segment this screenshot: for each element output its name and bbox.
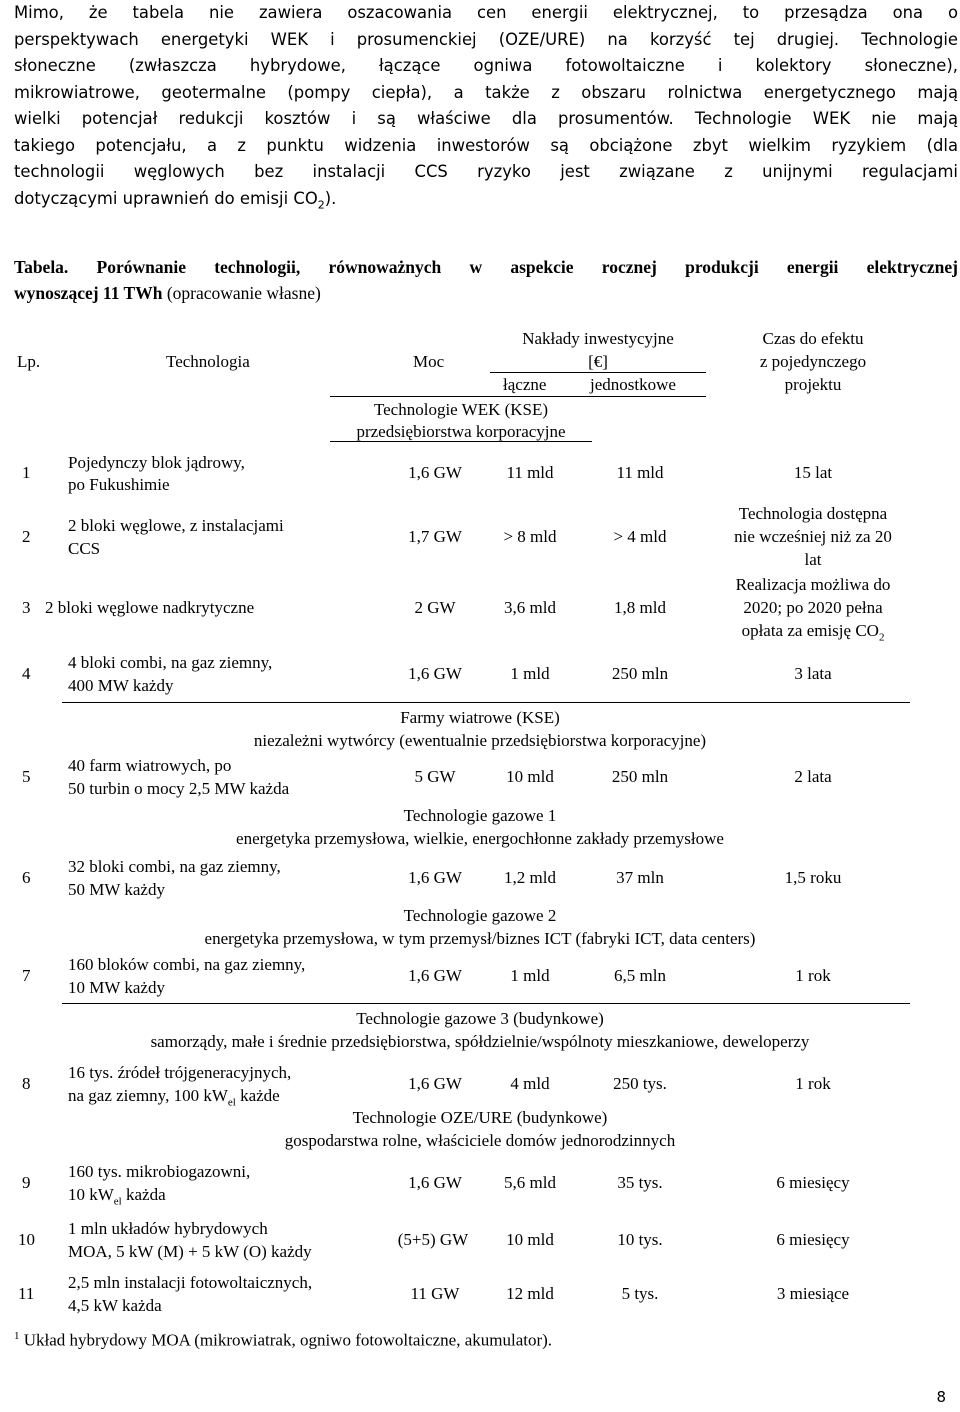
row-laczne: 3,6 mld xyxy=(504,598,556,617)
row-moc: 1,6 GW xyxy=(408,463,462,482)
row-laczne: 1 mld xyxy=(510,664,550,683)
row-laczne: 10 mld xyxy=(506,1230,554,1249)
row-jednostkowe: 10 tys. xyxy=(617,1230,663,1249)
section-title: Farmy wiatrowe (KSE) xyxy=(400,708,560,727)
row-tech: 160 tys. mikrobiogazowni, xyxy=(68,1162,251,1181)
header-czas: Czas do efektu xyxy=(762,329,864,348)
section-subtitle: gospodarstwa rolne, właściciele domów jednorodzinnych xyxy=(284,1131,676,1150)
footnote-text: Układ hybrydowy MOA (mikrowiatrak, ogniwo fotowoltaiczne, akumulator). xyxy=(19,1330,553,1350)
row-czas: Realizacja możliwa do xyxy=(735,575,891,594)
row-tech: MOA, 5 kW (M) + 5 kW (O) każdy xyxy=(68,1242,312,1261)
header-naklady: Nakłady inwestycyjne xyxy=(522,329,674,348)
row-tech: 4,5 kW każda xyxy=(68,1296,162,1315)
row-tech: 50 MW każdy xyxy=(68,880,165,899)
paragraph-line: takiego potencjału, a z punktu widzenia inwestorów są obciążone zbyt wielkim ryzykiem (dla xyxy=(14,135,958,155)
row-jednostkowe: 35 tys. xyxy=(617,1173,663,1192)
footnote xyxy=(14,1330,552,1351)
header-technologia: Technologia xyxy=(166,352,250,371)
intro-paragraph xyxy=(14,0,958,218)
table-divider xyxy=(62,1003,910,1004)
paragraph-line: wielki potencjał redukcji kosztów i są właściwe dla prosumentów. Technologie WEK nie mają xyxy=(14,109,958,128)
row-tech: 2,5 mln instalacji fotowoltaicznych, xyxy=(68,1273,313,1292)
row-tech: 32 bloki combi, na gaz ziemny, xyxy=(68,857,281,876)
row-czas: 1,5 roku xyxy=(784,868,842,887)
row-czas: 3 miesiące xyxy=(776,1284,850,1303)
paragraph-line: perspektywach energetyki WEK i prosumenckiej (OZE/URE) na korzyść tej drugiej. Technologie xyxy=(14,29,958,49)
row-tech: 2 bloki węglowe, z instalacjami xyxy=(68,516,284,535)
row-moc: 2 GW xyxy=(414,598,456,617)
row-czas: 1 rok xyxy=(795,966,831,985)
section-subtitle: samorządy, małe i średnie przedsiębiorstwa, spółdzielnie/wspólnoty mieszkaniowe, deweloperzy xyxy=(150,1032,810,1051)
row-laczne: 5,6 mld xyxy=(504,1173,556,1192)
row-jednostkowe: 1,8 mld xyxy=(614,598,666,617)
row-tech: 1 mln układów hybrydowych xyxy=(68,1219,268,1238)
row-tech: 160 bloków combi, na gaz ziemny, xyxy=(68,955,306,974)
paragraph-line: technologii węglowych bez instalacji CCS ryzyko jest związane z unijnymi regulacjami xyxy=(14,162,958,181)
header-lp: Lp. xyxy=(17,352,41,371)
row-czas: lat xyxy=(804,550,822,569)
section-title: Technologie OZE/URE (budynkowe) xyxy=(352,1108,608,1127)
page-number: 8 xyxy=(936,1388,946,1406)
row-tech: 4 bloki combi, na gaz ziemny, xyxy=(68,653,273,672)
header-divider xyxy=(330,396,706,397)
row-lp: 6 xyxy=(22,868,31,887)
row-laczne: 4 mld xyxy=(510,1074,550,1093)
row-tech: 10 $kW_{el}$ każda xyxy=(68,1185,166,1208)
header-laczne: łączne xyxy=(503,375,547,394)
table-divider xyxy=(62,702,910,703)
row-laczne: 11 mld xyxy=(506,463,554,482)
row-jednostkowe: 5 tys. xyxy=(621,1284,659,1303)
row-tech: CCS xyxy=(68,539,101,558)
footnote-mark: 1 xyxy=(14,1330,20,1342)
row-moc: 1,6 GW xyxy=(408,868,462,887)
row-lp: 3 xyxy=(22,598,31,617)
row-czas: 15 lat xyxy=(793,463,833,482)
row-lp: 11 xyxy=(18,1284,35,1303)
section-title: Technologie gazowe 2 xyxy=(403,906,557,925)
row-laczne: 1 mld xyxy=(510,966,550,985)
header-divider xyxy=(490,372,706,373)
row-moc: 1,6 GW xyxy=(408,966,462,985)
section-subtitle: przedsiębiorstwa korporacyjne xyxy=(356,422,566,441)
row-moc: 1,6 GW xyxy=(408,664,462,683)
row-laczne: 1,2 mld xyxy=(504,868,556,887)
row-jednostkowe: 11 mld xyxy=(616,463,664,482)
row-czas: 6 miesięcy xyxy=(776,1173,850,1192)
row-lp: 8 xyxy=(22,1074,31,1093)
row-czas: 3 lata xyxy=(794,664,832,683)
row-jednostkowe: 250 mln xyxy=(611,767,669,786)
section-subtitle: niezależni wytwórcy (ewentualnie przedsiębiorstwa korporacyjne) xyxy=(253,731,707,750)
paragraph-line: słoneczne (zwłaszcza hybrydowe, łączące ogniwa fotowoltaiczne i kolektory słoneczne), xyxy=(14,56,958,75)
row-czas: 2 lata xyxy=(794,767,832,786)
row-tech: 50 turbin o mocy 2,5 MW każda xyxy=(68,779,290,798)
row-jednostkowe: 250 mln xyxy=(611,664,669,683)
row-lp: 1 xyxy=(22,463,31,482)
row-czas: Technologia dostępna xyxy=(738,504,888,523)
row-laczne: 10 mld xyxy=(506,767,554,786)
row-lp: 10 xyxy=(18,1230,35,1249)
table-caption: Tabela. Porównanie technologii, równoważnych w aspekcie rocznej produkcji energii elektrycznej wynoszącej 11 TWh (opracowanie własne) xyxy=(14,257,958,303)
row-czas: 1 rok xyxy=(795,1074,831,1093)
row-lp: 5 xyxy=(22,767,31,786)
row-tech: na gaz ziemny, 100 $kW_{el}$ każde xyxy=(68,1086,280,1109)
paragraph-line: dotyczącymi uprawnień do emisji $CO_2$). xyxy=(14,188,337,211)
row-tech: po Fukushimie xyxy=(68,475,170,494)
row-czas: 6 miesięcy xyxy=(776,1230,850,1249)
header-czas-3: projektu xyxy=(784,375,842,394)
header-czas-2: z pojedynczego xyxy=(759,352,867,371)
paragraph-line: Mimo, że tabela nie zawiera oszacowania cen energii elektrycznej, to przesądza ona o xyxy=(14,3,958,22)
row-tech: Pojedynczy blok jądrowy, xyxy=(68,453,245,472)
row-lp: 9 xyxy=(22,1173,31,1192)
row-laczne: 12 mld xyxy=(506,1284,554,1303)
header-moc: Moc xyxy=(413,352,445,371)
row-jednostkowe: 250 tys. xyxy=(613,1074,667,1093)
row-jednostkowe: 6,5 mln xyxy=(614,966,666,985)
section-subtitle: energetyka przemysłowa, w tym przemysł/biznes ICT (fabryki ICT, data centers) xyxy=(204,929,756,948)
row-lp: 4 xyxy=(22,664,31,683)
row-tech: 10 MW każdy xyxy=(68,978,165,997)
row-tech: 40 farm wiatrowych, po xyxy=(68,756,232,775)
row-czas: 2020; po 2020 pełna xyxy=(743,598,883,617)
header-naklady-unit: [€] xyxy=(588,352,608,371)
row-moc: 1,6 GW xyxy=(408,1074,462,1093)
section-divider xyxy=(330,441,592,442)
row-moc: (5+5) GW xyxy=(397,1230,469,1249)
row-moc: 5 GW xyxy=(414,767,456,786)
row-tech: 16 tys. źródeł trójgeneracyjnych, xyxy=(68,1063,292,1082)
row-moc: 1,6 GW xyxy=(408,1173,462,1192)
section-title: Technologie gazowe 1 xyxy=(403,806,557,825)
row-tech: 400 MW każdy xyxy=(68,676,174,695)
row-jednostkowe: 37 mln xyxy=(616,868,664,887)
row-laczne: > 8 mld xyxy=(503,527,557,546)
header-jednostkowe: jednostkowe xyxy=(590,375,676,394)
row-moc: 11 GW xyxy=(410,1284,460,1303)
row-moc: 1,7 GW xyxy=(408,527,462,546)
caption-label: Tabela. xyxy=(14,257,69,277)
section-subtitle: energetyka przemysłowa, wielkie, energochłonne zakłady przemysłowe xyxy=(236,829,724,848)
row-czas: opłata za emisję $CO_2$ xyxy=(741,621,885,644)
row-czas: nie wcześniej niż za 20 xyxy=(734,527,892,546)
section-title: Technologie WEK (KSE) xyxy=(373,400,549,419)
section-title: Technologie gazowe 3 (budynkowe) xyxy=(356,1009,604,1028)
paragraph-line: mikrowiatrowe, geotermalne (pompy ciepła), a także z obszaru rolnictwa energetycznego mają xyxy=(14,82,958,102)
row-lp: 7 xyxy=(22,966,31,985)
row-tech: 2 bloki węglowe nadkrytyczne xyxy=(45,598,255,617)
row-jednostkowe: > 4 mld xyxy=(613,527,667,546)
row-lp: 2 xyxy=(22,527,31,546)
